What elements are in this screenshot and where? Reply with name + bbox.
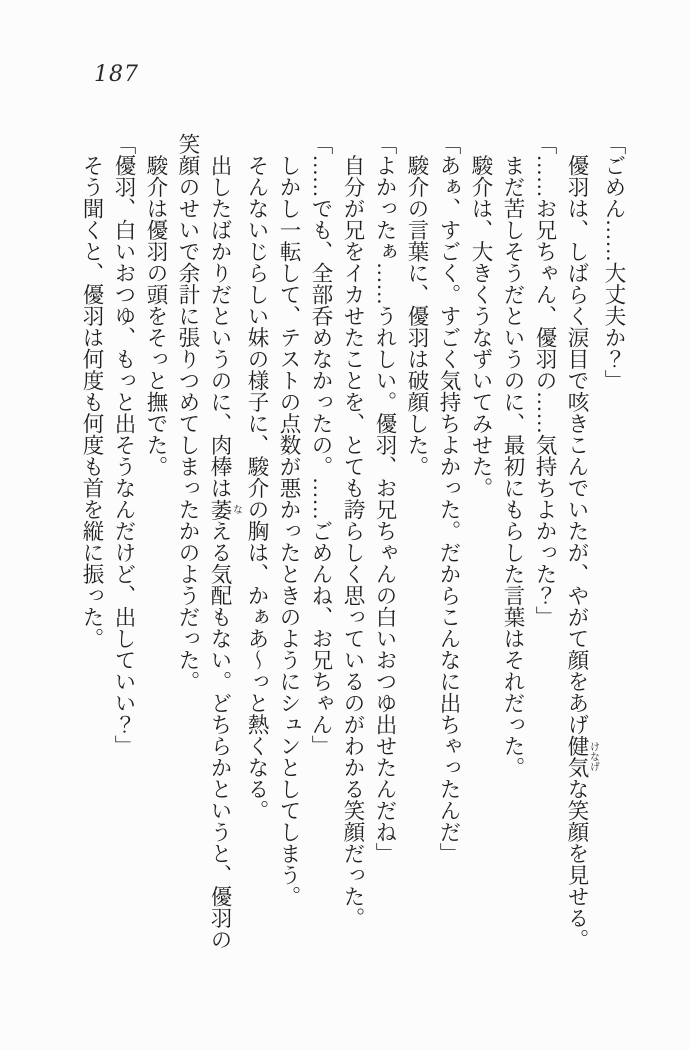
text-line: 「……お兄ちゃん、優羽の……気持ちよかった？」 xyxy=(533,133,557,628)
text-line: そう聞くと、優羽は何度も何度も首を縦に振った。 xyxy=(80,133,104,649)
body-text xyxy=(76,133,630,955)
text-line: 駿介の言葉に、優羽は破顔した。 xyxy=(405,133,429,477)
text-line: 笑顔のせいで余計に張りつめてしまったかのようだった。 xyxy=(176,133,200,692)
ruby-annotated-word: 萎な xyxy=(208,498,242,520)
text-line: まだ苦しそうだというのに、最初にもらした言葉はそれだった。 xyxy=(501,133,525,778)
text-line: 「……でも、全部呑めなかったの。……ごめんね、お兄ちゃん」 xyxy=(309,133,333,757)
text-line: 「よかったぁ……うれしい。優羽、お兄ちゃんの白いおつゆ出せたんだね」 xyxy=(373,133,397,864)
text-line: 駿介は優羽の頭をそっと撫でた。 xyxy=(144,133,168,477)
text-line: そんないじらしい妹の様子に、駿介の胸は、かぁあ〜っと熱くなる。 xyxy=(245,133,269,821)
text-line: 出したばかりだというのに、肉棒は萎なえる気配もない。どちらかというと、優羽の xyxy=(208,133,242,950)
ruby-annotated-word: 健気けなげ xyxy=(565,735,599,778)
text-line: 自分が兄をイカせたことを、とても誇らしく思っているのがわかる笑顔だった。 xyxy=(341,133,365,929)
text-line: しかし一転して、テストの点数が悪かったときのようにシュンとしてしまう。 xyxy=(277,133,301,907)
text-line: 駿介は、大きくうなずいてみせた。 xyxy=(469,133,493,499)
text-line: 優羽は、しばらく涙目で咳きこんでいたが、やがて顔をあげ健気けなげな笑顔を見せる。 xyxy=(565,133,599,950)
text-line: 「優羽、白いおつゆ、もっと出そうなんだけど、出していい？」 xyxy=(112,133,136,757)
text-line: 「あぁ、すごく。すごく気持ちよかった。だからこんなに出ちゃったんだ」 xyxy=(437,133,461,864)
text-line: 「ごめん……大丈夫か？」 xyxy=(602,133,626,391)
page-number: 187 xyxy=(94,62,139,87)
